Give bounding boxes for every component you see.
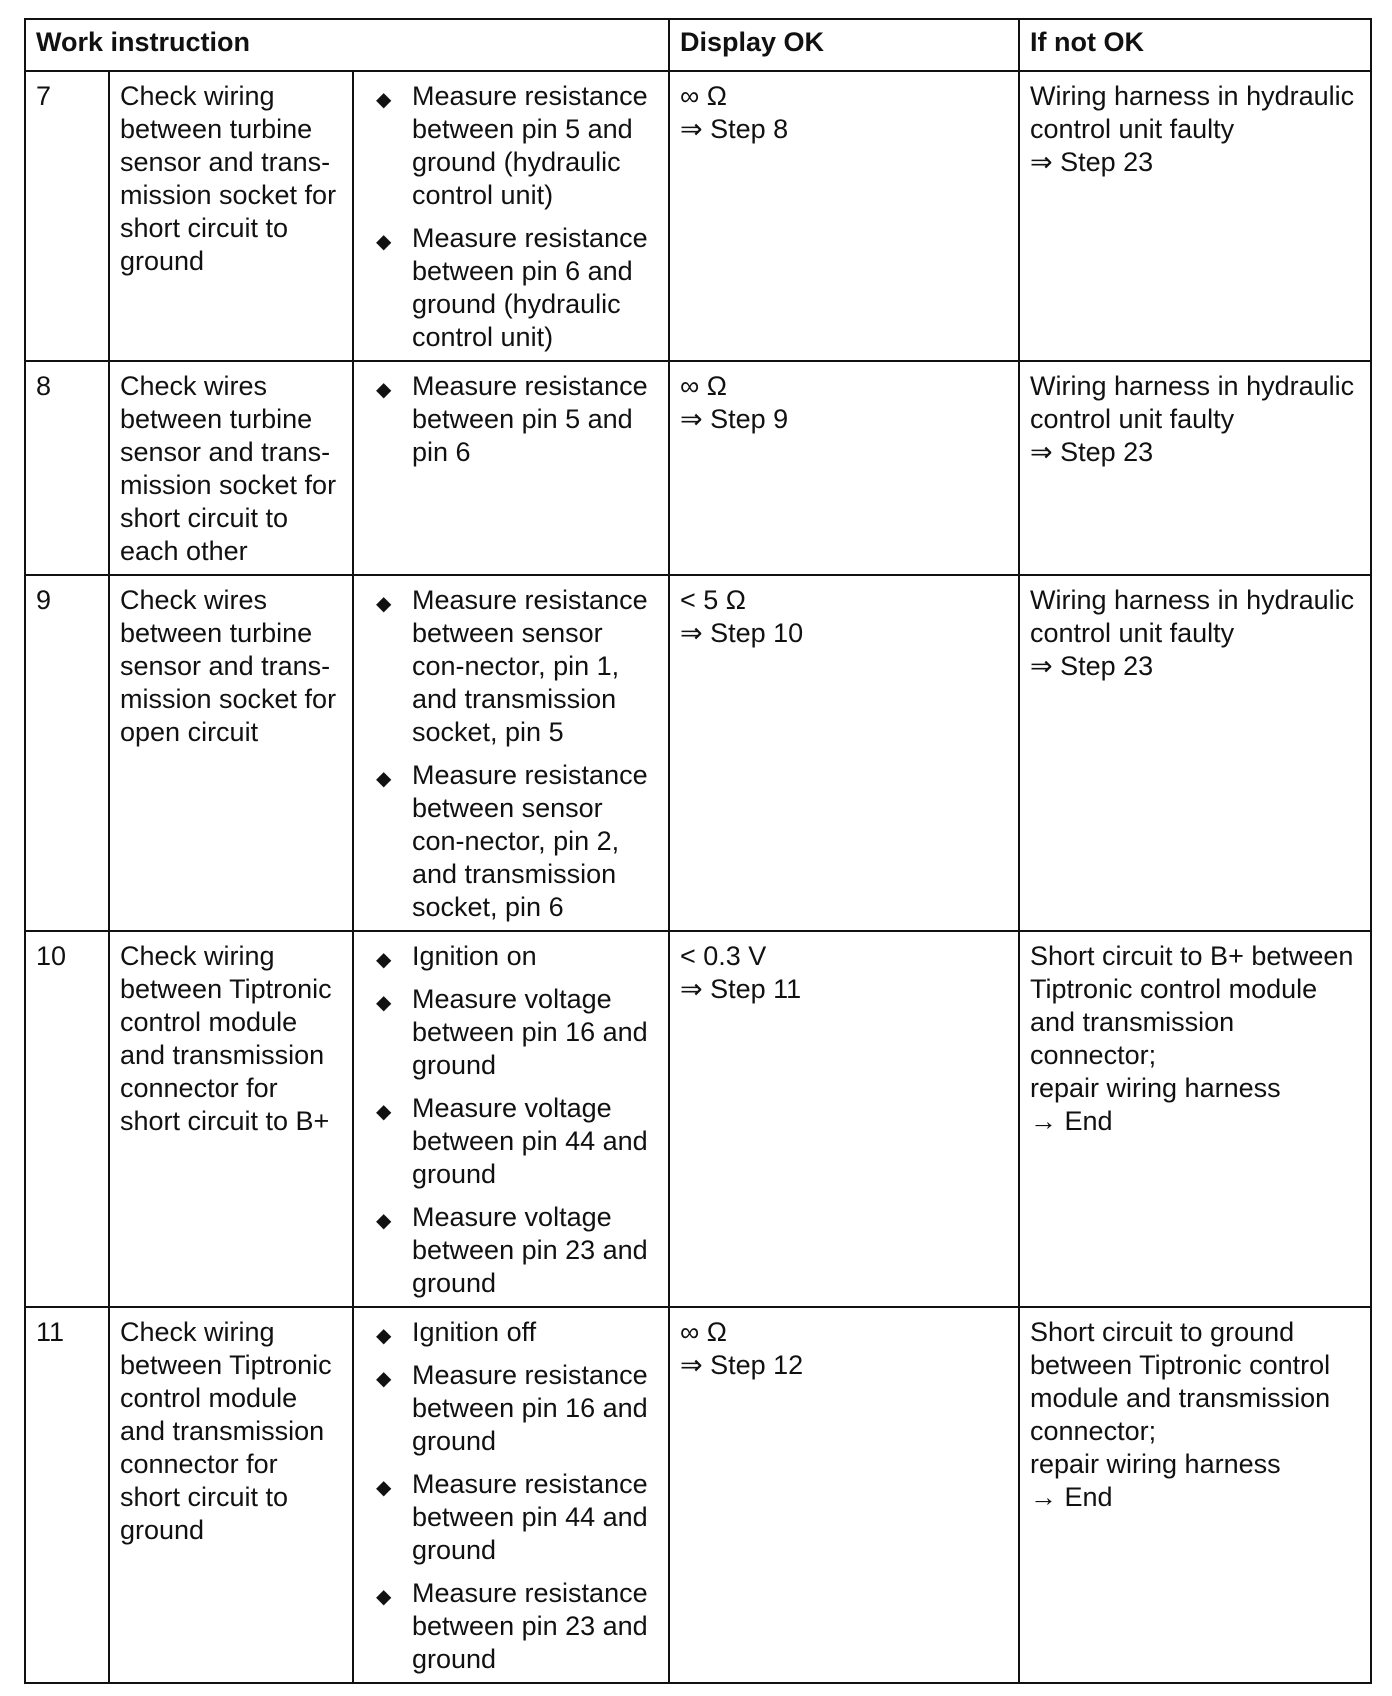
measurement-cell xyxy=(353,361,669,575)
table-row xyxy=(25,575,1371,931)
if-not-ok-next: ⇒ Step 23 xyxy=(1030,651,1154,681)
if-not-ok-action: repair wiring harness xyxy=(1030,1073,1281,1103)
measurement-item: ◆ Measure resistance between sensor con-nector, pin 1, and transmission socket, pin 5 xyxy=(376,585,648,747)
measurement-item: ◆ Measure resistance between pin 16 and ground xyxy=(376,1360,648,1456)
if-not-ok-action: repair wiring harness xyxy=(1030,1449,1281,1479)
display-ok-cell xyxy=(669,1307,1019,1683)
if-not-ok-cell xyxy=(1019,931,1371,1307)
if-not-ok-text: Wiring harness in hydraulic control unit faulty xyxy=(1030,371,1355,434)
if-not-ok-next: ⇒ Step 23 xyxy=(1030,147,1154,177)
header-display-ok: Display OK xyxy=(669,19,1019,71)
display-ok-value: < 0.3 V xyxy=(680,941,767,971)
bullet-diamond-icon: ◆ xyxy=(376,379,392,401)
display-ok-cell xyxy=(669,575,1019,931)
bullet-diamond-icon: ◆ xyxy=(376,1368,392,1390)
bullet-diamond-icon: ◆ xyxy=(376,992,392,1014)
display-ok-next: ⇒ Step 11 xyxy=(680,974,802,1004)
work-instruction-table xyxy=(24,18,1372,1684)
display-ok-value: ∞ Ω xyxy=(680,371,727,401)
check-description: Check wires between turbine sensor and trans-mission socket for short circuit to each other xyxy=(109,361,353,575)
if-not-ok-next: → End xyxy=(1030,1482,1113,1512)
display-ok-next: ⇒ Step 10 xyxy=(680,618,804,648)
bullet-diamond-icon: ◆ xyxy=(376,1325,392,1347)
if-not-ok-cell xyxy=(1019,575,1371,931)
measurement-cell xyxy=(353,575,669,931)
if-not-ok-cell xyxy=(1019,1307,1371,1683)
step-number: 8 xyxy=(25,361,109,575)
if-not-ok-cell xyxy=(1019,361,1371,575)
step-number: 10 xyxy=(25,931,109,1307)
bullet-diamond-icon: ◆ xyxy=(376,593,392,615)
display-ok-value: < 5 Ω xyxy=(680,585,746,615)
header-work-instruction: Work instruction xyxy=(25,19,669,71)
document-page xyxy=(24,18,1372,1684)
measurement-item: ◆ Measure resistance between pin 44 and ground xyxy=(376,1469,648,1565)
measurement-cell xyxy=(353,931,669,1307)
check-description: Check wiring between Tiptronic control module and transmission connector for short circuit to B+ xyxy=(109,931,353,1307)
display-ok-value: ∞ Ω xyxy=(680,1317,727,1347)
table-row xyxy=(25,71,1371,361)
table-header-row xyxy=(25,19,1371,71)
display-ok-value: ∞ Ω xyxy=(680,81,727,111)
measurement-item: ◆ Measure voltage between pin 23 and ground xyxy=(376,1202,648,1298)
step-number: 7 xyxy=(25,71,109,361)
if-not-ok-text: Wiring harness in hydraulic control unit faulty xyxy=(1030,585,1355,648)
header-if-not-ok: If not OK xyxy=(1019,19,1371,71)
step-number: 9 xyxy=(25,575,109,931)
check-description: Check wiring between turbine sensor and trans-mission socket for short circuit to ground xyxy=(109,71,353,361)
bullet-diamond-icon: ◆ xyxy=(376,231,392,253)
if-not-ok-cell xyxy=(1019,71,1371,361)
display-ok-cell xyxy=(669,361,1019,575)
measurement-item: ◆ Measure voltage between pin 44 and ground xyxy=(376,1093,648,1189)
if-not-ok-text: Short circuit to B+ between Tiptronic control module and transmission connector; xyxy=(1030,941,1354,1070)
if-not-ok-text: Wiring harness in hydraulic control unit faulty xyxy=(1030,81,1355,144)
measurement-item: ◆ Measure resistance between pin 5 and pin 6 xyxy=(376,371,648,467)
measurement-item: ◆ Ignition on xyxy=(364,940,658,973)
display-ok-next: ⇒ Step 8 xyxy=(680,114,789,144)
check-description: Check wiring between Tiptronic control module and transmission connector for short circuit to ground xyxy=(109,1307,353,1683)
bullet-diamond-icon: ◆ xyxy=(376,1477,392,1499)
bullet-diamond-icon: ◆ xyxy=(376,89,392,111)
measurement-item: ◆ Measure resistance between pin 6 and ground (hydraulic control unit) xyxy=(376,223,648,352)
table-row xyxy=(25,931,1371,1307)
if-not-ok-next: → End xyxy=(1030,1106,1113,1136)
if-not-ok-next: ⇒ Step 23 xyxy=(1030,437,1154,467)
measurement-item: ◆ Ignition off xyxy=(364,1316,658,1349)
table-row xyxy=(25,361,1371,575)
measurement-cell xyxy=(353,1307,669,1683)
bullet-diamond-icon: ◆ xyxy=(376,768,392,790)
measurement-item: ◆ Measure voltage between pin 16 and ground xyxy=(376,984,648,1080)
measurement-item: ◆ Measure resistance between pin 5 and ground (hydraulic control unit) xyxy=(376,81,648,210)
if-not-ok-text: Short circuit to ground between Tiptronic control module and transmission connector; xyxy=(1030,1317,1331,1446)
table-row xyxy=(25,1307,1371,1683)
bullet-diamond-icon: ◆ xyxy=(376,1210,392,1232)
measurement-cell xyxy=(353,71,669,361)
display-ok-cell xyxy=(669,71,1019,361)
display-ok-next: ⇒ Step 9 xyxy=(680,404,789,434)
bullet-diamond-icon: ◆ xyxy=(376,1586,392,1608)
step-number: 11 xyxy=(25,1307,109,1683)
measurement-item: ◆ Measure resistance between sensor con-nector, pin 2, and transmission socket, pin 6 xyxy=(376,760,648,922)
display-ok-next: ⇒ Step 12 xyxy=(680,1350,804,1380)
check-description: Check wires between turbine sensor and trans-mission socket for open circuit xyxy=(109,575,353,931)
display-ok-cell xyxy=(669,931,1019,1307)
measurement-item: ◆ Measure resistance between pin 23 and ground xyxy=(376,1578,648,1674)
bullet-diamond-icon: ◆ xyxy=(376,1101,392,1123)
bullet-diamond-icon: ◆ xyxy=(376,949,392,971)
